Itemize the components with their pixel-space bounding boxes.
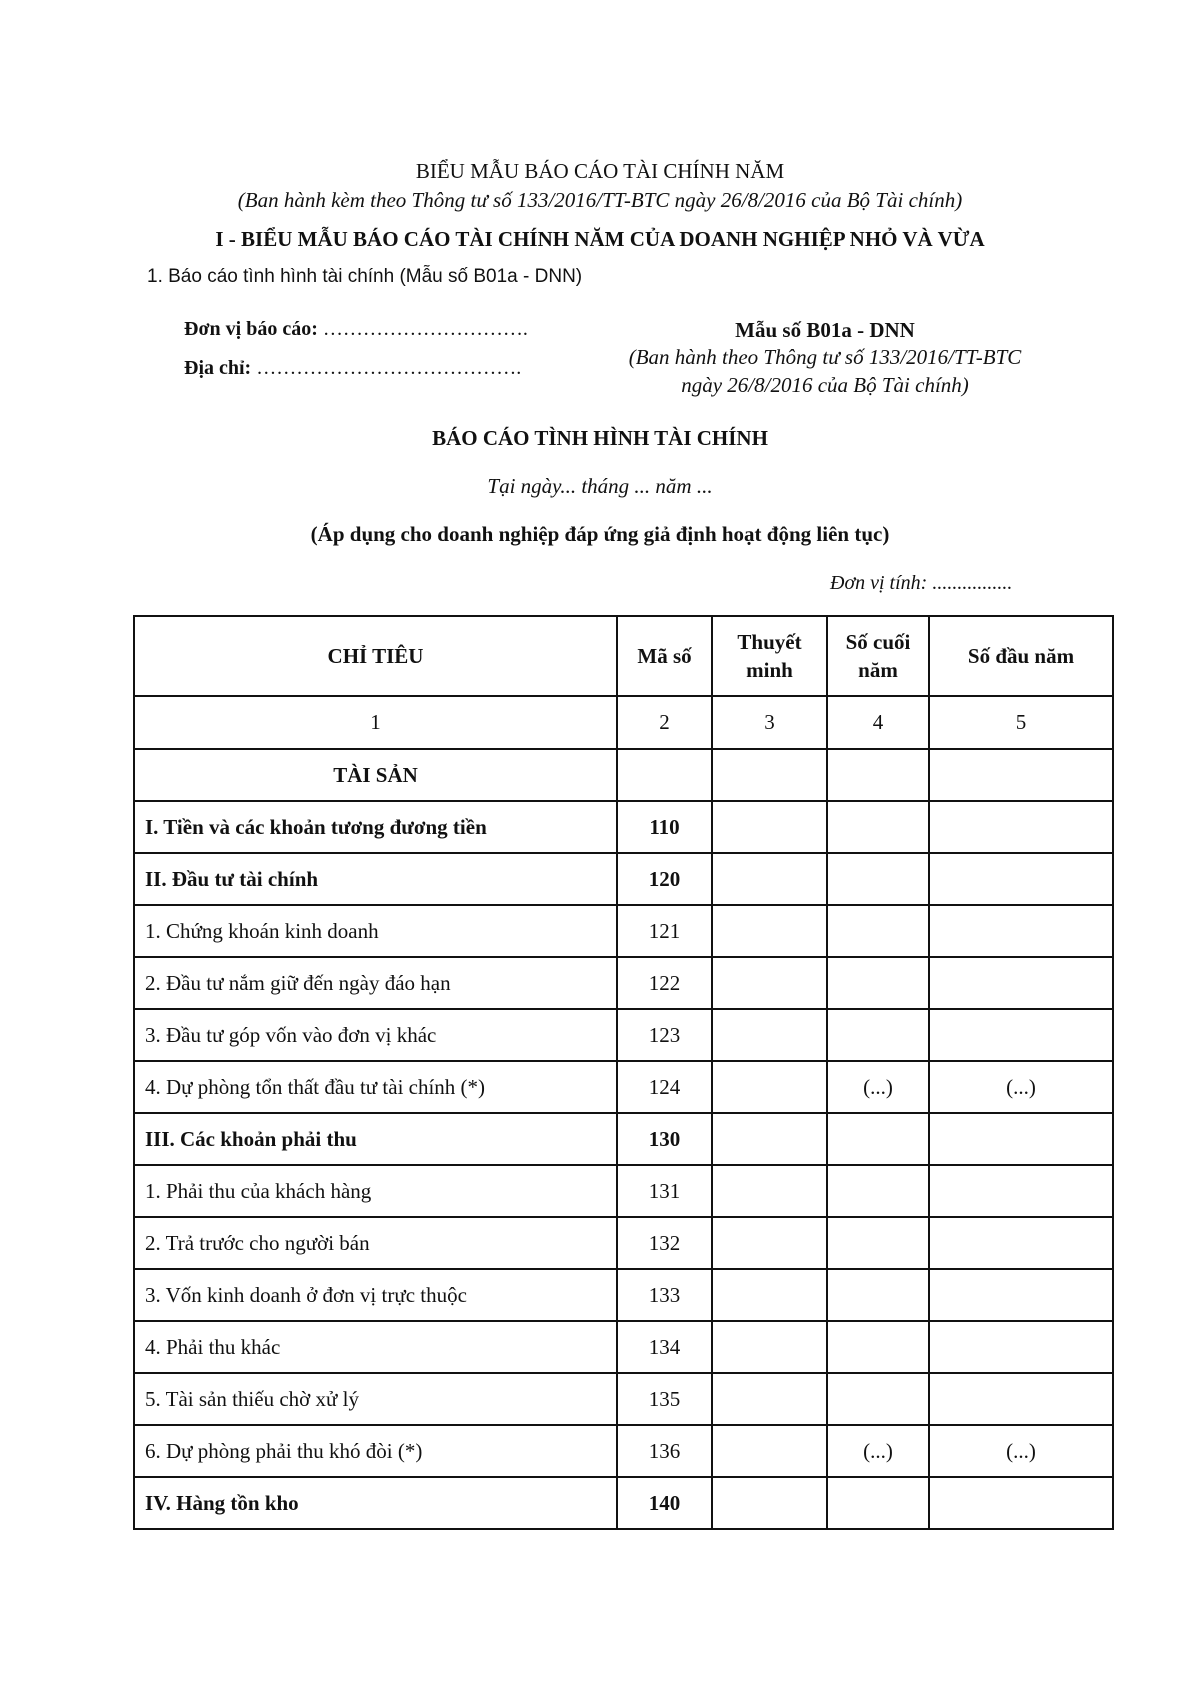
row-beginning-of-year-cell: (...) xyxy=(929,1061,1113,1113)
row-note-cell xyxy=(712,957,827,1009)
table-row xyxy=(134,957,1113,1009)
row-end-of-year-cell xyxy=(827,905,929,957)
table-row xyxy=(134,1477,1113,1529)
table-row xyxy=(134,1061,1113,1113)
form-issued-line2: ngày 26/8/2016 của Bộ Tài chính) xyxy=(681,373,969,397)
row-code-cell: 121 xyxy=(617,905,712,957)
row-note-cell xyxy=(712,1061,827,1113)
reporting-unit-label: Đơn vị báo cáo: xyxy=(184,318,318,340)
table-row xyxy=(134,801,1113,853)
row-name-cell: I. Tiền và các khoản tương đương tiền xyxy=(134,801,617,853)
row-code-cell: 135 xyxy=(617,1373,712,1425)
row-code-cell: 120 xyxy=(617,853,712,905)
row-end-of-year-cell xyxy=(827,1009,929,1061)
row-beginning-of-year-cell xyxy=(929,1477,1113,1529)
table-row xyxy=(134,905,1113,957)
column-number: 2 xyxy=(617,696,712,749)
row-beginning-of-year-cell xyxy=(929,957,1113,1009)
financial-report-table xyxy=(133,615,1114,1530)
row-code-cell: 140 xyxy=(617,1477,712,1529)
row-name-cell: 3. Vốn kinh doanh ở đơn vị trực thuộc xyxy=(134,1269,617,1321)
header-code: Mã số xyxy=(617,616,712,696)
row-code-cell: 133 xyxy=(617,1269,712,1321)
row-beginning-of-year-cell xyxy=(929,905,1113,957)
row-name-cell: 4. Phải thu khác xyxy=(134,1321,617,1373)
row-code-cell xyxy=(617,749,712,801)
row-beginning-of-year-cell xyxy=(929,749,1113,801)
row-beginning-of-year-cell xyxy=(929,853,1113,905)
row-beginning-of-year-cell xyxy=(929,1113,1113,1165)
row-code-cell: 130 xyxy=(617,1113,712,1165)
table-row xyxy=(134,1009,1113,1061)
row-code-cell: 124 xyxy=(617,1061,712,1113)
row-end-of-year-cell: (...) xyxy=(827,1061,929,1113)
table-row xyxy=(134,1321,1113,1373)
form-code: Mẫu số B01a - DNN xyxy=(735,318,915,342)
column-number: 1 xyxy=(134,696,617,749)
row-code-cell: 132 xyxy=(617,1217,712,1269)
row-name-cell: II. Đầu tư tài chính xyxy=(134,853,617,905)
row-end-of-year-cell xyxy=(827,957,929,1009)
row-code-cell: 136 xyxy=(617,1425,712,1477)
address-field xyxy=(184,357,521,380)
row-beginning-of-year-cell xyxy=(929,1373,1113,1425)
section-heading: I - BIỂU MẪU BÁO CÁO TÀI CHÍNH NĂM CỦA DOANH NGHIỆP NHỎ VÀ VỪA xyxy=(215,227,985,251)
row-beginning-of-year-cell xyxy=(929,1321,1113,1373)
row-note-cell xyxy=(712,749,827,801)
row-note-cell xyxy=(712,801,827,853)
row-code-cell: 131 xyxy=(617,1165,712,1217)
table-row xyxy=(134,1373,1113,1425)
table-row xyxy=(134,1113,1113,1165)
row-end-of-year-cell xyxy=(827,1269,929,1321)
row-beginning-of-year-cell: (...) xyxy=(929,1425,1113,1477)
column-number: 5 xyxy=(929,696,1113,749)
row-end-of-year-cell xyxy=(827,1217,929,1269)
row-note-cell xyxy=(712,1113,827,1165)
table-row xyxy=(134,1269,1113,1321)
row-name-cell: 1. Phải thu của khách hàng xyxy=(134,1165,617,1217)
form-subtitle: (Ban hành kèm theo Thông tư số 133/2016/TT-BTC ngày 26/8/2016 của Bộ Tài chính) xyxy=(237,188,963,212)
row-name-cell: IV. Hàng tồn kho xyxy=(134,1477,617,1529)
row-end-of-year-cell xyxy=(827,801,929,853)
address-value: …………………………………. xyxy=(256,357,522,379)
row-beginning-of-year-cell xyxy=(929,1165,1113,1217)
table-row xyxy=(134,1217,1113,1269)
header-beginning-of-year: Số đầu năm xyxy=(929,616,1113,696)
row-end-of-year-cell xyxy=(827,749,929,801)
row-name-cell: 3. Đầu tư góp vốn vào đơn vị khác xyxy=(134,1009,617,1061)
column-number: 3 xyxy=(712,696,827,749)
row-note-cell xyxy=(712,1425,827,1477)
form-issued-line1: (Ban hành theo Thông tư số 133/2016/TT-BTC xyxy=(628,345,1022,369)
row-end-of-year-cell xyxy=(827,1165,929,1217)
report-note: (Áp dụng cho doanh nghiệp đáp ứng giả định hoạt động liên tục) xyxy=(310,522,890,546)
header-note: Thuyết minh xyxy=(712,616,827,696)
header-end-of-year: Số cuối năm xyxy=(827,616,929,696)
row-end-of-year-cell xyxy=(827,1321,929,1373)
report-title: BÁO CÁO TÌNH HÌNH TÀI CHÍNH xyxy=(432,426,768,450)
row-name-cell: TÀI SẢN xyxy=(134,749,617,801)
row-name-cell: 6. Dự phòng phải thu khó đòi (*) xyxy=(134,1425,617,1477)
row-code-cell: 123 xyxy=(617,1009,712,1061)
row-code-cell: 110 xyxy=(617,801,712,853)
row-beginning-of-year-cell xyxy=(929,1217,1113,1269)
currency-unit: Đơn vị tính: ................ xyxy=(830,572,1013,594)
row-end-of-year-cell xyxy=(827,1113,929,1165)
column-number: 4 xyxy=(827,696,929,749)
row-code-cell: 134 xyxy=(617,1321,712,1373)
table-row xyxy=(134,1165,1113,1217)
row-code-cell: 122 xyxy=(617,957,712,1009)
table-row xyxy=(134,749,1113,801)
column-number-row xyxy=(134,696,1113,749)
row-name-cell: 2. Trả trước cho người bán xyxy=(134,1217,617,1269)
sub-heading: 1. Báo cáo tình hình tài chính (Mẫu số B01a - DNN) xyxy=(147,266,583,287)
reporting-unit-value: …………………………. xyxy=(322,318,528,340)
row-end-of-year-cell xyxy=(827,1373,929,1425)
row-beginning-of-year-cell xyxy=(929,801,1113,853)
row-name-cell: 1. Chứng khoán kinh doanh xyxy=(134,905,617,957)
table-row xyxy=(134,1425,1113,1477)
row-end-of-year-cell: (...) xyxy=(827,1425,929,1477)
row-note-cell xyxy=(712,853,827,905)
row-beginning-of-year-cell xyxy=(929,1009,1113,1061)
row-name-cell: III. Các khoản phải thu xyxy=(134,1113,617,1165)
header-item: CHỈ TIÊU xyxy=(134,616,617,696)
table-row xyxy=(134,853,1113,905)
form-title: BIỂU MẪU BÁO CÁO TÀI CHÍNH NĂM xyxy=(415,159,785,183)
row-end-of-year-cell xyxy=(827,853,929,905)
table-header-row xyxy=(134,616,1113,696)
row-name-cell: 2. Đầu tư nắm giữ đến ngày đáo hạn xyxy=(134,957,617,1009)
row-note-cell xyxy=(712,1217,827,1269)
row-note-cell xyxy=(712,1009,827,1061)
reporting-unit-field xyxy=(184,318,528,341)
row-note-cell xyxy=(712,1373,827,1425)
row-note-cell xyxy=(712,1165,827,1217)
row-beginning-of-year-cell xyxy=(929,1269,1113,1321)
row-note-cell xyxy=(712,1477,827,1529)
row-note-cell xyxy=(712,905,827,957)
report-date: Tại ngày... tháng ... năm ... xyxy=(487,474,713,498)
row-note-cell xyxy=(712,1269,827,1321)
row-note-cell xyxy=(712,1321,827,1373)
row-end-of-year-cell xyxy=(827,1477,929,1529)
row-name-cell: 4. Dự phòng tổn thất đầu tư tài chính (*) xyxy=(134,1061,617,1113)
address-label: Địa chỉ: xyxy=(184,357,252,379)
row-name-cell: 5. Tài sản thiếu chờ xử lý xyxy=(134,1373,617,1425)
